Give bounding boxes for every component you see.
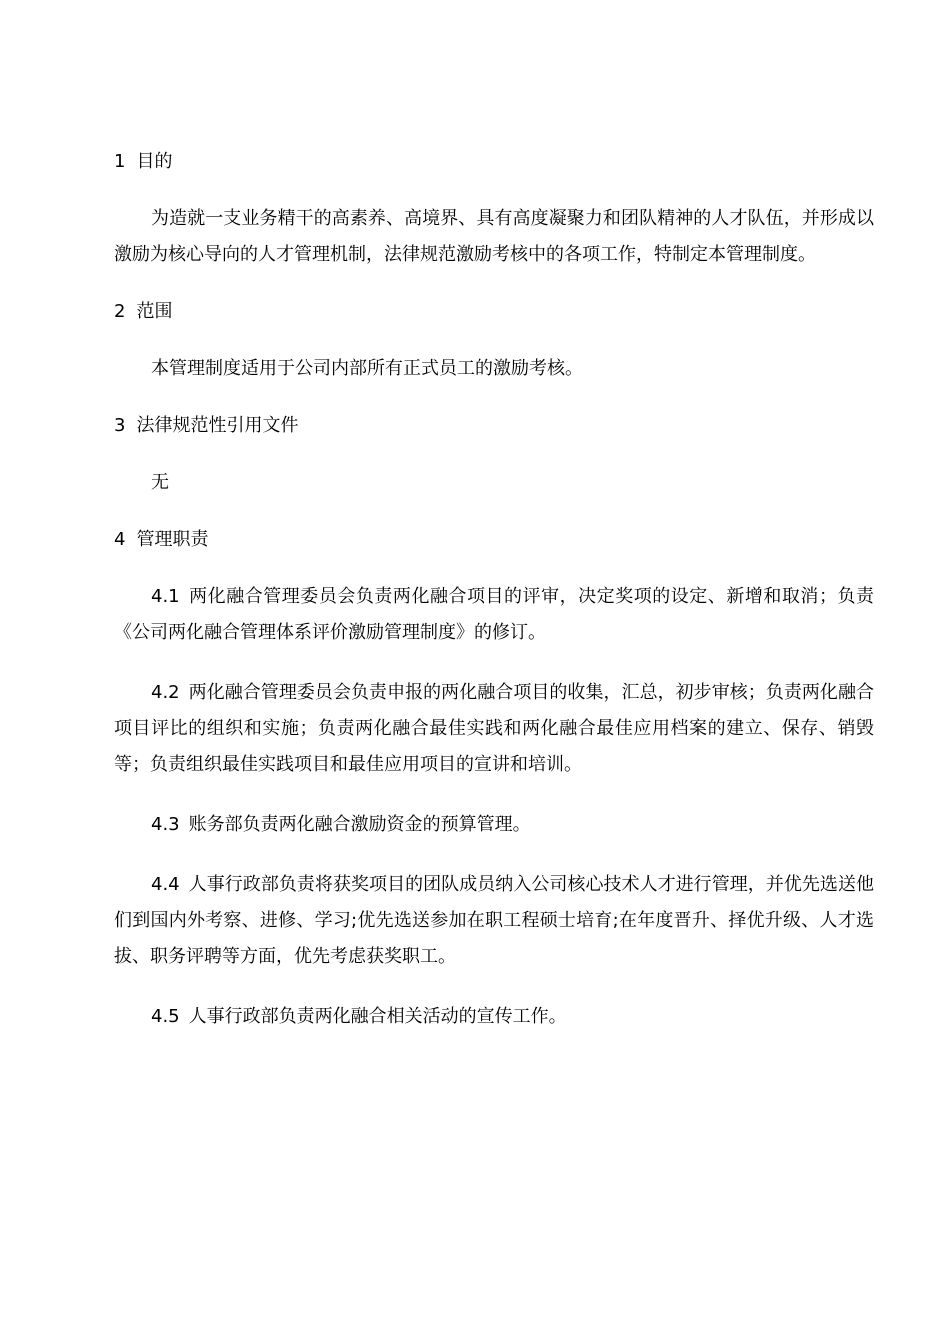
section-heading-2 [114,296,874,328]
section-title: 范围 [136,301,173,322]
list-item [114,807,874,843]
section-number: 3 [114,415,126,436]
section-heading-4 [114,524,874,556]
item-number: 4.1 [151,586,180,607]
item-number: 4.2 [151,682,180,703]
item-number: 4.4 [151,874,180,895]
section-title: 目的 [136,151,173,172]
section-number: 1 [114,151,126,172]
section-heading-1 [114,146,874,178]
item-text: 账务部负责两化融合激励资金的预算管理。 [188,814,531,835]
section-paragraph: 为造就一支业务精干的高素养、高境界、具有高度凝聚力和团队精神的人才队伍，并形成以激励为核心导向的人才管理机制，法律规范激励考核中的各项工作，特制定本管理制度。 [114,208,874,265]
section-title: 管理职责 [136,529,209,550]
item-number: 4.5 [151,1006,180,1027]
section-number: 4 [114,529,126,550]
section-number: 2 [114,301,126,322]
list-item [114,675,874,783]
document-body [114,146,874,1035]
item-text: 两化融合管理委员会负责申报的两化融合项目的收集，汇总，初步审核；负责两化融合项目评比的组织和实施；负责两化融合最佳实践和两化融合最佳应用档案的建立、保存、销毁等；负责组织最佳实践项目和最佳应用项目的宣讲和培训。 [114,682,874,775]
section-heading-3 [114,410,874,442]
section-title: 法律规范性引用文件 [136,415,299,436]
section-paragraph: 本管理制度适用于公司内部所有正式员工的激励考核。 [151,358,583,379]
list-item [114,579,874,651]
section-paragraph: 无 [151,472,169,493]
item-text: 两化融合管理委员会负责两化融合项目的评审，决定奖项的设定、新增和取消；负责《公司两化融合管理体系评价激励管理制度》的修订。 [114,586,874,643]
list-item [114,867,874,975]
item-text: 人事行政部负责两化融合相关活动的宣传工作。 [188,1006,567,1027]
item-text: 人事行政部负责将获奖项目的团队成员纳入公司核心技术人才进行管理，并优先选送他们到国内外考察、进修、学习;优先选送参加在职工程硕士培育;在年度晋升、择优升级、人才选拔、职务评聘等方面，优先考虑获奖职工。 [114,874,874,967]
list-item [114,999,874,1035]
item-number: 4.3 [151,814,180,835]
